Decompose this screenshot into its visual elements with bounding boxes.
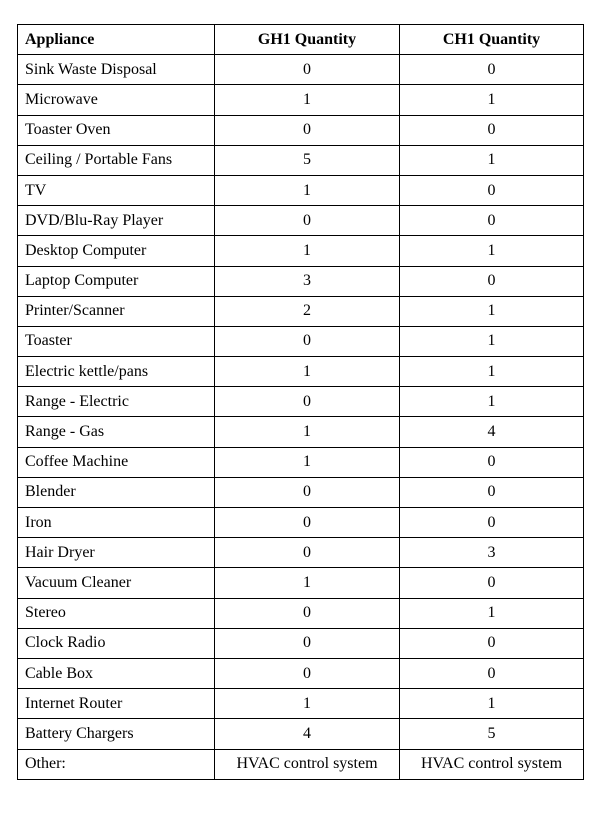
- cell-appliance: Cable Box: [18, 658, 215, 688]
- cell-gh1-quantity: 1: [215, 357, 400, 387]
- cell-gh1-quantity: 0: [215, 598, 400, 628]
- cell-appliance: Vacuum Cleaner: [18, 568, 215, 598]
- cell-gh1-quantity: 0: [215, 326, 400, 356]
- table-row: [18, 447, 584, 477]
- table-row: [18, 689, 584, 719]
- cell-appliance: DVD/Blu-Ray Player: [18, 206, 215, 236]
- cell-ch1-quantity: 0: [400, 658, 584, 688]
- cell-appliance: Clock Radio: [18, 628, 215, 658]
- appliance-table: [17, 24, 584, 780]
- cell-appliance: Toaster Oven: [18, 115, 215, 145]
- cell-gh1-quantity: HVAC control system: [215, 749, 400, 779]
- cell-ch1-quantity: 1: [400, 296, 584, 326]
- cell-appliance: Printer/Scanner: [18, 296, 215, 326]
- cell-ch1-quantity: 0: [400, 266, 584, 296]
- cell-appliance: Microwave: [18, 85, 215, 115]
- cell-gh1-quantity: 1: [215, 85, 400, 115]
- cell-gh1-quantity: 0: [215, 658, 400, 688]
- cell-ch1-quantity: 1: [400, 689, 584, 719]
- cell-appliance: Coffee Machine: [18, 447, 215, 477]
- cell-appliance: Range - Gas: [18, 417, 215, 447]
- table-header: [18, 25, 584, 55]
- cell-ch1-quantity: 0: [400, 568, 584, 598]
- table-row: [18, 719, 584, 749]
- cell-appliance: Hair Dryer: [18, 538, 215, 568]
- table-row: [18, 508, 584, 538]
- cell-gh1-quantity: 0: [215, 387, 400, 417]
- cell-appliance: Internet Router: [18, 689, 215, 719]
- table-row: [18, 85, 584, 115]
- table-row: [18, 145, 584, 175]
- cell-ch1-quantity: HVAC control system: [400, 749, 584, 779]
- cell-ch1-quantity: 1: [400, 598, 584, 628]
- cell-ch1-quantity: 0: [400, 447, 584, 477]
- cell-ch1-quantity: 0: [400, 175, 584, 205]
- table-row: [18, 175, 584, 205]
- cell-gh1-quantity: 0: [215, 628, 400, 658]
- header-gh1-quantity: GH1 Quantity: [215, 25, 400, 55]
- cell-ch1-quantity: 1: [400, 387, 584, 417]
- header-appliance: Appliance: [18, 25, 215, 55]
- cell-appliance: TV: [18, 175, 215, 205]
- table-row: [18, 749, 584, 779]
- cell-appliance: Blender: [18, 477, 215, 507]
- cell-appliance: Toaster: [18, 326, 215, 356]
- cell-ch1-quantity: 1: [400, 145, 584, 175]
- header-row: [18, 25, 584, 55]
- cell-ch1-quantity: 0: [400, 206, 584, 236]
- table-row: [18, 598, 584, 628]
- table-row: [18, 55, 584, 85]
- table-row: [18, 658, 584, 688]
- cell-ch1-quantity: 0: [400, 508, 584, 538]
- cell-ch1-quantity: 0: [400, 628, 584, 658]
- table-row: [18, 326, 584, 356]
- cell-ch1-quantity: 1: [400, 85, 584, 115]
- cell-ch1-quantity: 1: [400, 357, 584, 387]
- cell-gh1-quantity: 1: [215, 175, 400, 205]
- table-row: [18, 387, 584, 417]
- cell-gh1-quantity: 0: [215, 508, 400, 538]
- cell-gh1-quantity: 2: [215, 296, 400, 326]
- cell-gh1-quantity: 1: [215, 236, 400, 266]
- cell-ch1-quantity: 5: [400, 719, 584, 749]
- table-row: [18, 568, 584, 598]
- cell-appliance: Sink Waste Disposal: [18, 55, 215, 85]
- cell-appliance: Laptop Computer: [18, 266, 215, 296]
- cell-ch1-quantity: 1: [400, 236, 584, 266]
- table-row: [18, 538, 584, 568]
- cell-ch1-quantity: 0: [400, 115, 584, 145]
- cell-appliance: Other:: [18, 749, 215, 779]
- cell-appliance: Ceiling / Portable Fans: [18, 145, 215, 175]
- cell-appliance: Electric kettle/pans: [18, 357, 215, 387]
- table-row: [18, 266, 584, 296]
- table-row: [18, 296, 584, 326]
- cell-gh1-quantity: 0: [215, 477, 400, 507]
- cell-ch1-quantity: 4: [400, 417, 584, 447]
- cell-appliance: Stereo: [18, 598, 215, 628]
- table-row: [18, 236, 584, 266]
- cell-gh1-quantity: 0: [215, 538, 400, 568]
- cell-appliance: Battery Chargers: [18, 719, 215, 749]
- cell-appliance: Iron: [18, 508, 215, 538]
- table-row: [18, 206, 584, 236]
- cell-gh1-quantity: 5: [215, 145, 400, 175]
- table-row: [18, 628, 584, 658]
- cell-gh1-quantity: 0: [215, 206, 400, 236]
- cell-gh1-quantity: 0: [215, 55, 400, 85]
- cell-gh1-quantity: 1: [215, 689, 400, 719]
- cell-ch1-quantity: 0: [400, 55, 584, 85]
- cell-ch1-quantity: 3: [400, 538, 584, 568]
- cell-ch1-quantity: 1: [400, 326, 584, 356]
- header-ch1-quantity: CH1 Quantity: [400, 25, 584, 55]
- table-row: [18, 477, 584, 507]
- table-body: [18, 55, 584, 780]
- cell-ch1-quantity: 0: [400, 477, 584, 507]
- cell-appliance: Desktop Computer: [18, 236, 215, 266]
- table-row: [18, 115, 584, 145]
- table-row: [18, 417, 584, 447]
- table-row: [18, 357, 584, 387]
- cell-gh1-quantity: 1: [215, 447, 400, 477]
- cell-gh1-quantity: 0: [215, 115, 400, 145]
- cell-appliance: Range - Electric: [18, 387, 215, 417]
- cell-gh1-quantity: 4: [215, 719, 400, 749]
- cell-gh1-quantity: 1: [215, 568, 400, 598]
- cell-gh1-quantity: 1: [215, 417, 400, 447]
- cell-gh1-quantity: 3: [215, 266, 400, 296]
